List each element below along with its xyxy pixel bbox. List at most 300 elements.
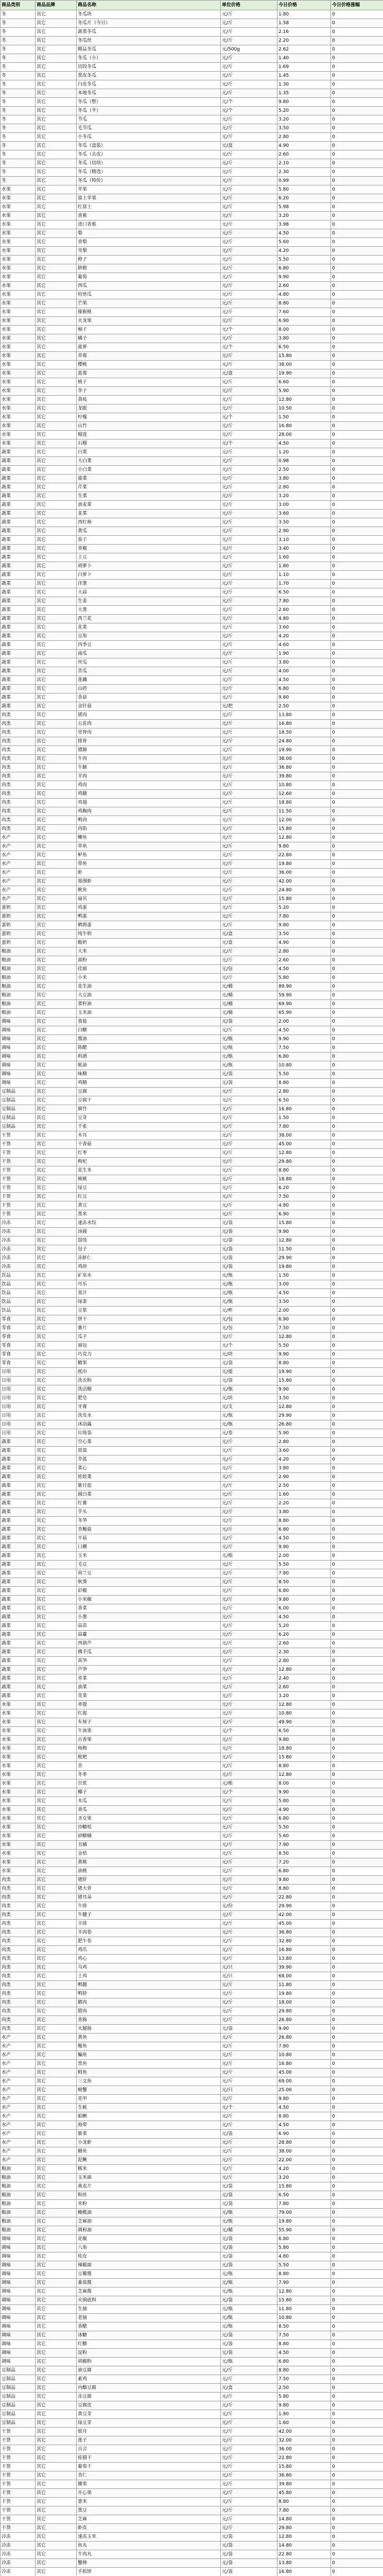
cell-category[interactable]: 饮品 <box>1 1272 36 1280</box>
header-unit-price[interactable]: 单位价格 <box>221 1 277 10</box>
cell-today-price[interactable]: 8.80 <box>277 1762 331 1771</box>
cell-today-change[interactable]: 0 <box>331 2016 383 2025</box>
cell-product-name[interactable]: 面粉 <box>77 956 221 965</box>
cell-today-price[interactable]: 8.80 <box>277 1166 331 1175</box>
cell-product-name[interactable]: 垃圾袋 <box>77 1429 221 1438</box>
cell-product-name[interactable]: 冻虾仁 <box>77 1254 221 1263</box>
cell-unit[interactable]: 元/斤 <box>221 623 277 632</box>
cell-product-name[interactable]: 秋葵 <box>77 1578 221 1587</box>
cell-today-price[interactable]: 2.80 <box>277 1438 331 1447</box>
cell-today-price[interactable]: 7.90 <box>277 2279 331 2287</box>
cell-category[interactable]: 水产 <box>1 2077 36 2086</box>
cell-category[interactable]: 水产 <box>1 2156 36 2165</box>
cell-brand[interactable]: 其它 <box>36 352 77 361</box>
cell-brand[interactable]: 其它 <box>36 1079 77 1088</box>
cell-category[interactable]: 肉类 <box>1 1972 36 1981</box>
cell-product-name[interactable]: 杏仁 <box>77 2471 221 2480</box>
cell-today-price[interactable]: 12.80 <box>277 2533 331 2541</box>
cell-today-change[interactable]: 0 <box>331 1753 383 1762</box>
cell-product-name[interactable]: 开心果 <box>77 2489 221 2498</box>
cell-unit[interactable]: 元/斤 <box>221 1569 277 1578</box>
cell-unit[interactable]: 元/斤 <box>221 2165 277 2174</box>
cell-today-price[interactable]: 9.80 <box>277 2095 331 2104</box>
cell-product-name[interactable]: 螃蟹 <box>77 2086 221 2095</box>
cell-brand[interactable]: 其它 <box>36 851 77 860</box>
cell-brand[interactable]: 其它 <box>36 1876 77 1885</box>
cell-product-name[interactable]: 菜籽油 <box>77 1000 221 1009</box>
cell-today-change[interactable]: 0 <box>331 1350 383 1359</box>
cell-today-change[interactable]: 0 <box>331 2305 383 2314</box>
cell-unit[interactable]: 元/斤 <box>221 2471 277 2480</box>
cell-today-change[interactable]: 0 <box>331 1692 383 1701</box>
cell-today-price[interactable]: 5.80 <box>277 1797 331 1806</box>
cell-category[interactable]: 蔬菜 <box>1 483 36 492</box>
cell-brand[interactable]: 其它 <box>36 133 77 142</box>
cell-today-price[interactable]: 2.90 <box>277 1473 331 1482</box>
cell-brand[interactable]: 其它 <box>36 1044 77 1053</box>
cell-product-name[interactable]: 进口香蕉 <box>77 221 221 229</box>
cell-product-name[interactable]: 樱桃 <box>77 361 221 369</box>
cell-today-change[interactable]: 0 <box>331 1123 383 1131</box>
cell-today-price[interactable]: 6.20 <box>277 194 331 203</box>
cell-unit[interactable]: 元/斤 <box>221 150 277 159</box>
cell-category[interactable]: 粮油 <box>1 2226 36 2235</box>
cell-today-price[interactable]: 11.80 <box>277 2305 331 2314</box>
cell-unit[interactable]: 元/斤 <box>221 404 277 413</box>
cell-brand[interactable]: 其它 <box>36 326 77 334</box>
cell-product-name[interactable]: 桃子 <box>77 378 221 387</box>
cell-unit[interactable]: 元/斤 <box>221 466 277 474</box>
cell-brand[interactable]: 其它 <box>36 904 77 912</box>
cell-today-price[interactable]: 69.90 <box>277 1000 331 1009</box>
cell-today-change[interactable]: 0 <box>331 1867 383 1876</box>
cell-category[interactable]: 水果 <box>1 256 36 264</box>
cell-category[interactable]: 干货 <box>1 1210 36 1219</box>
cell-unit[interactable]: 元/斤 <box>221 974 277 982</box>
cell-today-price[interactable]: 19.80 <box>277 860 331 869</box>
header-today-price[interactable]: 今日价格 <box>277 1 331 10</box>
cell-product-name[interactable]: 虾皮 <box>77 2524 221 2533</box>
cell-unit[interactable]: 元/斤 <box>221 273 277 282</box>
cell-category[interactable]: 豆制品 <box>1 2384 36 2393</box>
cell-today-price[interactable]: 5.20 <box>277 904 331 912</box>
cell-category[interactable]: 调味 <box>1 2296 36 2305</box>
cell-category[interactable]: 调味 <box>1 1018 36 1026</box>
cell-brand[interactable]: 其它 <box>36 1797 77 1806</box>
cell-category[interactable]: 水果 <box>1 1841 36 1850</box>
cell-brand[interactable]: 其它 <box>36 1963 77 1972</box>
cell-unit[interactable]: 元/块 <box>221 1350 277 1359</box>
cell-brand[interactable]: 其它 <box>36 1578 77 1587</box>
cell-product-name[interactable]: 苋菜 <box>77 1692 221 1701</box>
cell-today-change[interactable]: 0 <box>331 956 383 965</box>
cell-today-price[interactable]: 4.50 <box>277 2349 331 2358</box>
cell-product-name[interactable]: 生蚝 <box>77 2104 221 2112</box>
cell-category[interactable]: 粮油 <box>1 956 36 965</box>
cell-brand[interactable]: 其它 <box>36 781 77 790</box>
cell-brand[interactable]: 其它 <box>36 89 77 98</box>
cell-product-name[interactable]: 果汁 <box>77 1289 221 1298</box>
cell-today-price[interactable]: 29.90 <box>277 1902 331 1911</box>
cell-unit[interactable]: 元/斤 <box>221 1490 277 1499</box>
cell-brand[interactable]: 其它 <box>36 1307 77 1315</box>
cell-unit[interactable]: 元/斤 <box>221 1718 277 1727</box>
cell-product-name[interactable]: 黄瓜 <box>77 527 221 536</box>
cell-today-change[interactable]: 0 <box>331 1026 383 1035</box>
cell-today-change[interactable]: 0 <box>331 1832 383 1841</box>
cell-today-change[interactable]: 0 <box>331 2463 383 2471</box>
cell-today-change[interactable]: 0 <box>331 1674 383 1683</box>
cell-product-name[interactable]: 莲藕 <box>77 676 221 685</box>
cell-category[interactable]: 蔬菜 <box>1 702 36 711</box>
cell-product-name[interactable]: 青提 <box>77 1701 221 1709</box>
cell-today-price[interactable]: 5.50 <box>277 1342 331 1350</box>
cell-product-name[interactable]: 花甲 <box>77 2095 221 2104</box>
cell-category[interactable]: 蔬菜 <box>1 553 36 562</box>
cell-today-change[interactable]: 0 <box>331 2375 383 2384</box>
cell-today-change[interactable]: 0 <box>331 2428 383 2436</box>
cell-unit[interactable]: 元/斤 <box>221 1131 277 1140</box>
cell-today-price[interactable]: 8.80 <box>277 2112 331 2121</box>
cell-brand[interactable]: 其它 <box>36 1368 77 1377</box>
cell-today-change[interactable]: 0 <box>331 1683 383 1692</box>
cell-category[interactable]: 蔬菜 <box>1 580 36 588</box>
cell-category[interactable]: 日用 <box>1 1420 36 1429</box>
cell-brand[interactable]: 其它 <box>36 2410 77 2419</box>
cell-brand[interactable]: 其它 <box>36 2287 77 2296</box>
cell-unit[interactable]: 元/斤 <box>221 1841 277 1850</box>
cell-today-price[interactable]: 2.90 <box>277 527 331 536</box>
cell-product-name[interactable]: 生姜 <box>77 597 221 606</box>
cell-unit[interactable]: 元/袋 <box>221 2182 277 2191</box>
cell-category[interactable]: 冬 <box>1 19 36 28</box>
cell-category[interactable]: 蔬菜 <box>1 518 36 527</box>
cell-brand[interactable]: 其它 <box>36 431 77 439</box>
cell-category[interactable]: 水果 <box>1 326 36 334</box>
cell-today-price[interactable]: 12.80 <box>277 1333 331 1342</box>
cell-unit[interactable]: 元/斤 <box>221 1998 277 2007</box>
cell-unit[interactable]: 元/袋 <box>221 2244 277 2252</box>
cell-unit[interactable]: 元/斤 <box>221 1911 277 1920</box>
cell-category[interactable]: 水果 <box>1 378 36 387</box>
cell-brand[interactable]: 其它 <box>36 1727 77 1736</box>
cell-product-name[interactable]: 龙眼 <box>77 404 221 413</box>
cell-unit[interactable]: 元/斤 <box>221 1762 277 1771</box>
cell-brand[interactable]: 其它 <box>36 947 77 956</box>
cell-today-price[interactable]: 1.50 <box>277 413 331 422</box>
cell-unit[interactable]: 元/斤 <box>221 2393 277 2401</box>
cell-unit[interactable]: 元/斤 <box>221 1885 277 1893</box>
cell-unit[interactable]: 元/个 <box>221 1788 277 1797</box>
cell-today-price[interactable]: 8.80 <box>277 2366 331 2375</box>
cell-brand[interactable]: 其它 <box>36 492 77 501</box>
cell-category[interactable]: 蔬菜 <box>1 1438 36 1447</box>
cell-category[interactable]: 水果 <box>1 1727 36 1736</box>
cell-unit[interactable]: 元/个 <box>221 439 277 448</box>
cell-unit[interactable]: 元/斤 <box>221 1088 277 1096</box>
cell-category[interactable]: 调味 <box>1 2349 36 2358</box>
cell-today-price[interactable]: 19.80 <box>277 1990 331 1998</box>
cell-category[interactable]: 冬 <box>1 133 36 142</box>
cell-category[interactable]: 水果 <box>1 422 36 431</box>
cell-product-name[interactable]: 李子 <box>77 387 221 396</box>
cell-today-change[interactable]: 0 <box>331 1534 383 1543</box>
cell-product-name[interactable]: 糖果 <box>77 1359 221 1368</box>
cell-unit[interactable]: 元/袋 <box>221 2340 277 2349</box>
cell-today-change[interactable]: 0 <box>331 641 383 650</box>
cell-unit[interactable]: 元/斤 <box>221 1990 277 1998</box>
cell-brand[interactable]: 其它 <box>36 98 77 107</box>
cell-today-price[interactable]: 13.80 <box>277 1955 331 1963</box>
cell-product-name[interactable]: 油桃 <box>77 1867 221 1876</box>
cell-product-name[interactable]: 淀粉 <box>77 2349 221 2358</box>
cell-brand[interactable]: 其它 <box>36 466 77 474</box>
cell-brand[interactable]: 其它 <box>36 1184 77 1193</box>
cell-today-price[interactable]: 3.50 <box>277 124 331 133</box>
cell-product-name[interactable]: 里脊肉 <box>77 728 221 737</box>
cell-category[interactable]: 蔬菜 <box>1 1569 36 1578</box>
cell-today-change[interactable]: 0 <box>331 1631 383 1639</box>
cell-product-name[interactable]: 冬瓜（特价） <box>77 177 221 185</box>
cell-product-name[interactable]: 陈醋 <box>77 1044 221 1053</box>
cell-brand[interactable]: 其它 <box>36 2069 77 2077</box>
cell-today-change[interactable]: 0 <box>331 510 383 518</box>
cell-today-price[interactable]: 1.50 <box>277 1114 331 1123</box>
cell-brand[interactable]: 其它 <box>36 2051 77 2060</box>
cell-unit[interactable]: 元/袋 <box>221 2200 277 2209</box>
cell-today-price[interactable]: 3.10 <box>277 536 331 545</box>
cell-brand[interactable]: 其它 <box>36 527 77 536</box>
cell-today-change[interactable]: 0 <box>331 317 383 326</box>
cell-brand[interactable]: 其它 <box>36 2524 77 2533</box>
cell-brand[interactable]: 其它 <box>36 711 77 720</box>
cell-today-price[interactable]: 3.00 <box>277 1280 331 1289</box>
cell-category[interactable]: 冷冻 <box>1 1228 36 1236</box>
cell-unit[interactable]: 元/袋 <box>221 1377 277 1385</box>
cell-brand[interactable]: 其它 <box>36 2209 77 2217</box>
cell-today-change[interactable]: 0 <box>331 1876 383 1885</box>
cell-unit[interactable]: 元/斤 <box>221 1473 277 1482</box>
cell-product-name[interactable]: 牛排 <box>77 1902 221 1911</box>
cell-brand[interactable]: 其它 <box>36 1622 77 1631</box>
cell-today-change[interactable]: 0 <box>331 54 383 63</box>
cell-product-name[interactable]: 西兰花 <box>77 615 221 623</box>
cell-today-change[interactable]: 0 <box>331 492 383 501</box>
cell-unit[interactable]: 元/斤 <box>221 2410 277 2419</box>
cell-brand[interactable]: 其它 <box>36 1928 77 1937</box>
cell-brand[interactable]: 其它 <box>36 1447 77 1455</box>
cell-today-price[interactable]: 1.80 <box>277 10 331 19</box>
cell-today-price[interactable]: 3.80 <box>277 658 331 667</box>
cell-today-price[interactable]: 6.50 <box>277 2191 331 2200</box>
cell-today-change[interactable]: 0 <box>331 553 383 562</box>
cell-product-name[interactable]: 三文鱼 <box>77 2077 221 2086</box>
cell-brand[interactable]: 其它 <box>36 124 77 133</box>
cell-unit[interactable]: 元/桶 <box>221 1000 277 1009</box>
cell-category[interactable]: 肉类 <box>1 2025 36 2033</box>
cell-brand[interactable]: 其它 <box>36 2358 77 2366</box>
cell-product-name[interactable]: 芦笋 <box>77 1666 221 1674</box>
cell-today-price[interactable]: 1.69 <box>277 63 331 72</box>
cell-today-price[interactable]: 8.80 <box>277 299 331 308</box>
cell-category[interactable]: 日用 <box>1 1368 36 1377</box>
cell-today-change[interactable]: 0 <box>331 2112 383 2121</box>
cell-category[interactable]: 豆制品 <box>1 2375 36 2384</box>
cell-today-price[interactable]: 22.80 <box>277 851 331 860</box>
cell-unit[interactable]: 元/斤 <box>221 1858 277 1867</box>
cell-today-change[interactable]: 0 <box>331 1438 383 1447</box>
cell-product-name[interactable]: 切段冬瓜 <box>77 63 221 72</box>
cell-today-change[interactable]: 0 <box>331 1490 383 1499</box>
cell-brand[interactable]: 其它 <box>36 1850 77 1858</box>
cell-product-name[interactable]: 柚子 <box>77 326 221 334</box>
cell-brand[interactable]: 其它 <box>36 273 77 282</box>
cell-unit[interactable]: 元/斤 <box>221 1622 277 1631</box>
cell-product-name[interactable]: 鸭蛋 <box>77 912 221 921</box>
cell-today-change[interactable]: 0 <box>331 1946 383 1955</box>
cell-today-change[interactable]: 0 <box>331 658 383 667</box>
cell-product-name[interactable]: 西瓜 <box>77 282 221 291</box>
cell-today-change[interactable]: 0 <box>331 89 383 98</box>
cell-unit[interactable]: 元/斤 <box>221 431 277 439</box>
cell-category[interactable]: 肉类 <box>1 1990 36 1998</box>
cell-product-name[interactable]: 羊肉卷 <box>77 1928 221 1937</box>
cell-today-price[interactable]: 49.90 <box>277 1718 331 1727</box>
cell-unit[interactable]: 元/斤 <box>221 597 277 606</box>
cell-today-price[interactable]: 1.80 <box>277 2410 331 2419</box>
cell-today-change[interactable]: 0 <box>331 1666 383 1674</box>
cell-today-change[interactable]: 0 <box>331 1009 383 1018</box>
cell-today-price[interactable]: 15.80 <box>277 2182 331 2191</box>
cell-unit[interactable]: 元/斤 <box>221 1455 277 1464</box>
cell-today-change[interactable]: 0 <box>331 1368 383 1377</box>
cell-unit[interactable]: 元/斤 <box>221 834 277 842</box>
cell-brand[interactable]: 其它 <box>36 991 77 1000</box>
cell-unit[interactable]: 元/斤 <box>221 396 277 404</box>
cell-today-change[interactable]: 0 <box>331 1657 383 1666</box>
cell-today-change[interactable]: 0 <box>331 2279 383 2287</box>
cell-product-name[interactable]: 冬瓜（切块） <box>77 159 221 168</box>
cell-unit[interactable]: 元/盒 <box>221 142 277 150</box>
cell-category[interactable]: 水产 <box>1 2104 36 2112</box>
cell-unit[interactable]: 元/斤 <box>221 422 277 431</box>
cell-today-price[interactable]: 2.80 <box>277 947 331 956</box>
cell-category[interactable]: 蔬菜 <box>1 492 36 501</box>
cell-category[interactable]: 调味 <box>1 2323 36 2331</box>
cell-brand[interactable]: 其它 <box>36 2261 77 2270</box>
cell-product-name[interactable]: 牙膏 <box>77 1403 221 1412</box>
cell-category[interactable]: 冷冻 <box>1 2559 36 2568</box>
cell-product-name[interactable]: 羊肉 <box>77 772 221 781</box>
cell-unit[interactable]: 元/斤 <box>221 1683 277 1692</box>
cell-today-price[interactable]: 19.90 <box>277 1368 331 1377</box>
cell-today-price[interactable]: 2.60 <box>277 956 331 965</box>
cell-product-name[interactable]: 茄子 <box>77 536 221 545</box>
cell-category[interactable]: 豆制品 <box>1 2410 36 2419</box>
cell-product-name[interactable]: 鸡块 <box>77 1263 221 1272</box>
cell-brand[interactable]: 其它 <box>36 229 77 238</box>
cell-product-name[interactable]: 香蕉 <box>77 212 221 221</box>
cell-unit[interactable]: 元/斤 <box>221 1832 277 1841</box>
cell-category[interactable]: 水果 <box>1 247 36 256</box>
cell-unit[interactable]: 元/瓶 <box>221 2314 277 2323</box>
cell-product-name[interactable]: 桂皮 <box>77 2252 221 2261</box>
cell-today-price[interactable]: 42.00 <box>277 1911 331 1920</box>
cell-today-change[interactable]: 0 <box>331 2156 383 2165</box>
cell-product-name[interactable]: 哈密瓜 <box>77 291 221 299</box>
cell-today-change[interactable]: 0 <box>331 1018 383 1026</box>
cell-product-name[interactable]: 小米 <box>77 974 221 982</box>
cell-category[interactable]: 调味 <box>1 2270 36 2279</box>
cell-today-change[interactable]: 0 <box>331 431 383 439</box>
cell-category[interactable]: 蔬菜 <box>1 1648 36 1657</box>
cell-brand[interactable]: 其它 <box>36 194 77 203</box>
cell-today-change[interactable]: 0 <box>331 1508 383 1517</box>
cell-category[interactable]: 水果 <box>1 238 36 247</box>
cell-brand[interactable]: 其它 <box>36 1298 77 1307</box>
cell-today-price[interactable]: 6.80 <box>277 1053 331 1061</box>
cell-today-change[interactable]: 0 <box>331 1035 383 1044</box>
cell-unit[interactable]: 元/斤 <box>221 2112 277 2121</box>
cell-today-price[interactable]: 16.80 <box>277 422 331 431</box>
cell-unit[interactable]: 元/斤 <box>221 1876 277 1885</box>
cell-category[interactable]: 蔬菜 <box>1 1508 36 1517</box>
cell-category[interactable]: 调味 <box>1 2314 36 2323</box>
cell-category[interactable]: 调味 <box>1 1035 36 1044</box>
cell-unit[interactable]: 元/斤 <box>221 1613 277 1622</box>
cell-unit[interactable]: 元/斤 <box>221 299 277 308</box>
cell-brand[interactable]: 其它 <box>36 361 77 369</box>
cell-unit[interactable]: 元/个 <box>221 107 277 115</box>
cell-category[interactable]: 干货 <box>1 1131 36 1140</box>
cell-unit[interactable]: 元/斤 <box>221 1114 277 1123</box>
cell-today-price[interactable]: 3.60 <box>277 1447 331 1455</box>
cell-product-name[interactable]: 荔枝 <box>77 396 221 404</box>
cell-today-change[interactable]: 0 <box>331 2384 383 2393</box>
cell-unit[interactable]: 元/袋 <box>221 2235 277 2244</box>
cell-unit[interactable]: 元/斤 <box>221 1674 277 1683</box>
cell-brand[interactable]: 其它 <box>36 1035 77 1044</box>
cell-today-price[interactable]: 2.20 <box>277 37 331 45</box>
cell-category[interactable]: 蔬菜 <box>1 615 36 623</box>
cell-product-name[interactable]: 油菜 <box>77 1683 221 1692</box>
cell-today-price[interactable]: 28.80 <box>277 2139 331 2147</box>
cell-unit[interactable]: 元/斤 <box>221 1823 277 1832</box>
cell-today-change[interactable]: 0 <box>331 387 383 396</box>
cell-category[interactable]: 肉类 <box>1 728 36 737</box>
cell-brand[interactable]: 其它 <box>36 343 77 352</box>
cell-category[interactable]: 日用 <box>1 1429 36 1438</box>
cell-unit[interactable]: 元/斤 <box>221 474 277 483</box>
cell-category[interactable]: 调味 <box>1 1061 36 1070</box>
cell-today-change[interactable]: 0 <box>331 2200 383 2209</box>
cell-category[interactable]: 肉类 <box>1 1955 36 1963</box>
cell-category[interactable]: 豆制品 <box>1 1105 36 1114</box>
cell-brand[interactable]: 其它 <box>36 720 77 728</box>
cell-product-name[interactable]: 黄鱼 <box>77 2033 221 2042</box>
cell-product-name[interactable]: 蒜苗 <box>77 1622 221 1631</box>
cell-brand[interactable]: 其它 <box>36 834 77 842</box>
cell-today-price[interactable]: 9.80 <box>277 2401 331 2410</box>
cell-brand[interactable]: 其它 <box>36 1639 77 1648</box>
cell-unit[interactable]: 元/瓶 <box>221 2279 277 2287</box>
cell-brand[interactable]: 其它 <box>36 1210 77 1219</box>
cell-today-price[interactable]: 28.00 <box>277 431 331 439</box>
cell-today-change[interactable]: 0 <box>331 194 383 203</box>
cell-product-name[interactable]: 速冻玉米 <box>77 2533 221 2541</box>
cell-today-change[interactable]: 0 <box>331 1788 383 1797</box>
cell-today-price[interactable]: 2.80 <box>277 483 331 492</box>
